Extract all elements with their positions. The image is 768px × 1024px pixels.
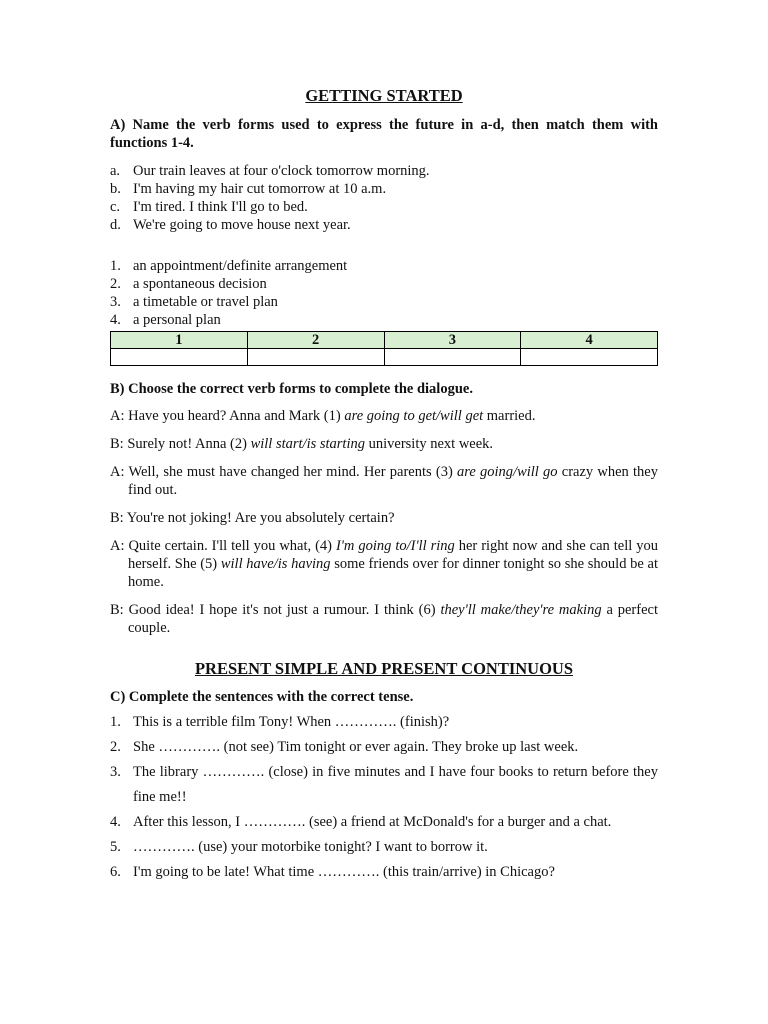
answer-table [110,331,658,366]
dialogue-line: B: You're not joking! Are you absolutely certain? [110,510,395,526]
list-item: c. I'm tired. I think I'll go to bed. [110,199,308,215]
table-header-cell: 1 [111,332,248,349]
list-item: 2. She …………. (not see) Tim tonight or ever again. They broke up last week. [110,739,579,755]
list-item: 1. This is a terrible film Tony! When …………. (finish)? [110,714,450,730]
list-item: 4. a personal plan [110,312,221,328]
exercise-c-list [110,710,658,885]
answer-cell[interactable] [247,349,384,366]
present-tenses-title: PRESENT SIMPLE AND PRESENT CONTINUOUS [194,659,574,678]
functions-list [110,257,658,329]
list-item: 4. After this lesson, I …………. (see) a friend at McDonald's for a burger and a chat. [110,814,612,830]
answer-cell[interactable] [521,349,658,366]
list-item: 6. I'm going to be late! What time …………. (this train/arrive) in Chicago? [110,864,555,880]
table-header-cell: 3 [384,332,521,349]
answer-cell[interactable] [384,349,521,366]
answer-cell[interactable] [111,349,248,366]
dialogue-line: A: Quite certain. I'll tell you what, (4) I'm going to/I'll ring her right now and she can tell you herself. She (5) will have/is having some friends over for dinner tonight so she should be at home. [110,538,658,590]
dialogue-line: B: Good idea! I hope it's not just a rumour. I think (6) they'll make/they're making a perfect couple. [110,602,658,636]
list-item: d. We're going to move house next year. [110,217,351,233]
answer-table-header [111,332,658,349]
list-item: 3. The library …………. (close) in five minutes and I have four books to return before they fine me!! [110,764,658,805]
table-header-cell: 2 [247,332,384,349]
task-a-instruction: A) Name the verb forms used to express the future in a-d, then match them with functions 1-4. [110,117,658,151]
answer-table-row [111,349,658,366]
task-c-instruction: C) Complete the sentences with the correct tense. [110,689,414,705]
list-item: b. I'm having my hair cut tomorrow at 10 a.m. [110,181,387,197]
worksheet-page [110,86,658,885]
task-b-instruction: B) Choose the correct verb forms to complete the dialogue. [110,381,473,397]
getting-started-title: GETTING STARTED [305,86,463,105]
list-item: 5. …………. (use) your motorbike tonight? I want to borrow it. [110,839,488,855]
sentences-list [110,162,658,234]
list-item: 2. a spontaneous decision [110,276,267,292]
list-item: 3. a timetable or travel plan [110,294,278,310]
dialogue-line: A: Have you heard? Anna and Mark (1) are going to get/will get married. [110,408,536,424]
list-item: a. Our train leaves at four o'clock tomorrow morning. [110,163,430,179]
list-item: 1. an appointment/definite arrangement [110,258,348,274]
dialogue-line: A: Well, she must have changed her mind. Her parents (3) are going/will go crazy when they find out. [110,464,658,498]
dialogue-line: B: Surely not! Anna (2) will start/is starting university next week. [110,436,494,452]
table-header-cell: 4 [521,332,658,349]
